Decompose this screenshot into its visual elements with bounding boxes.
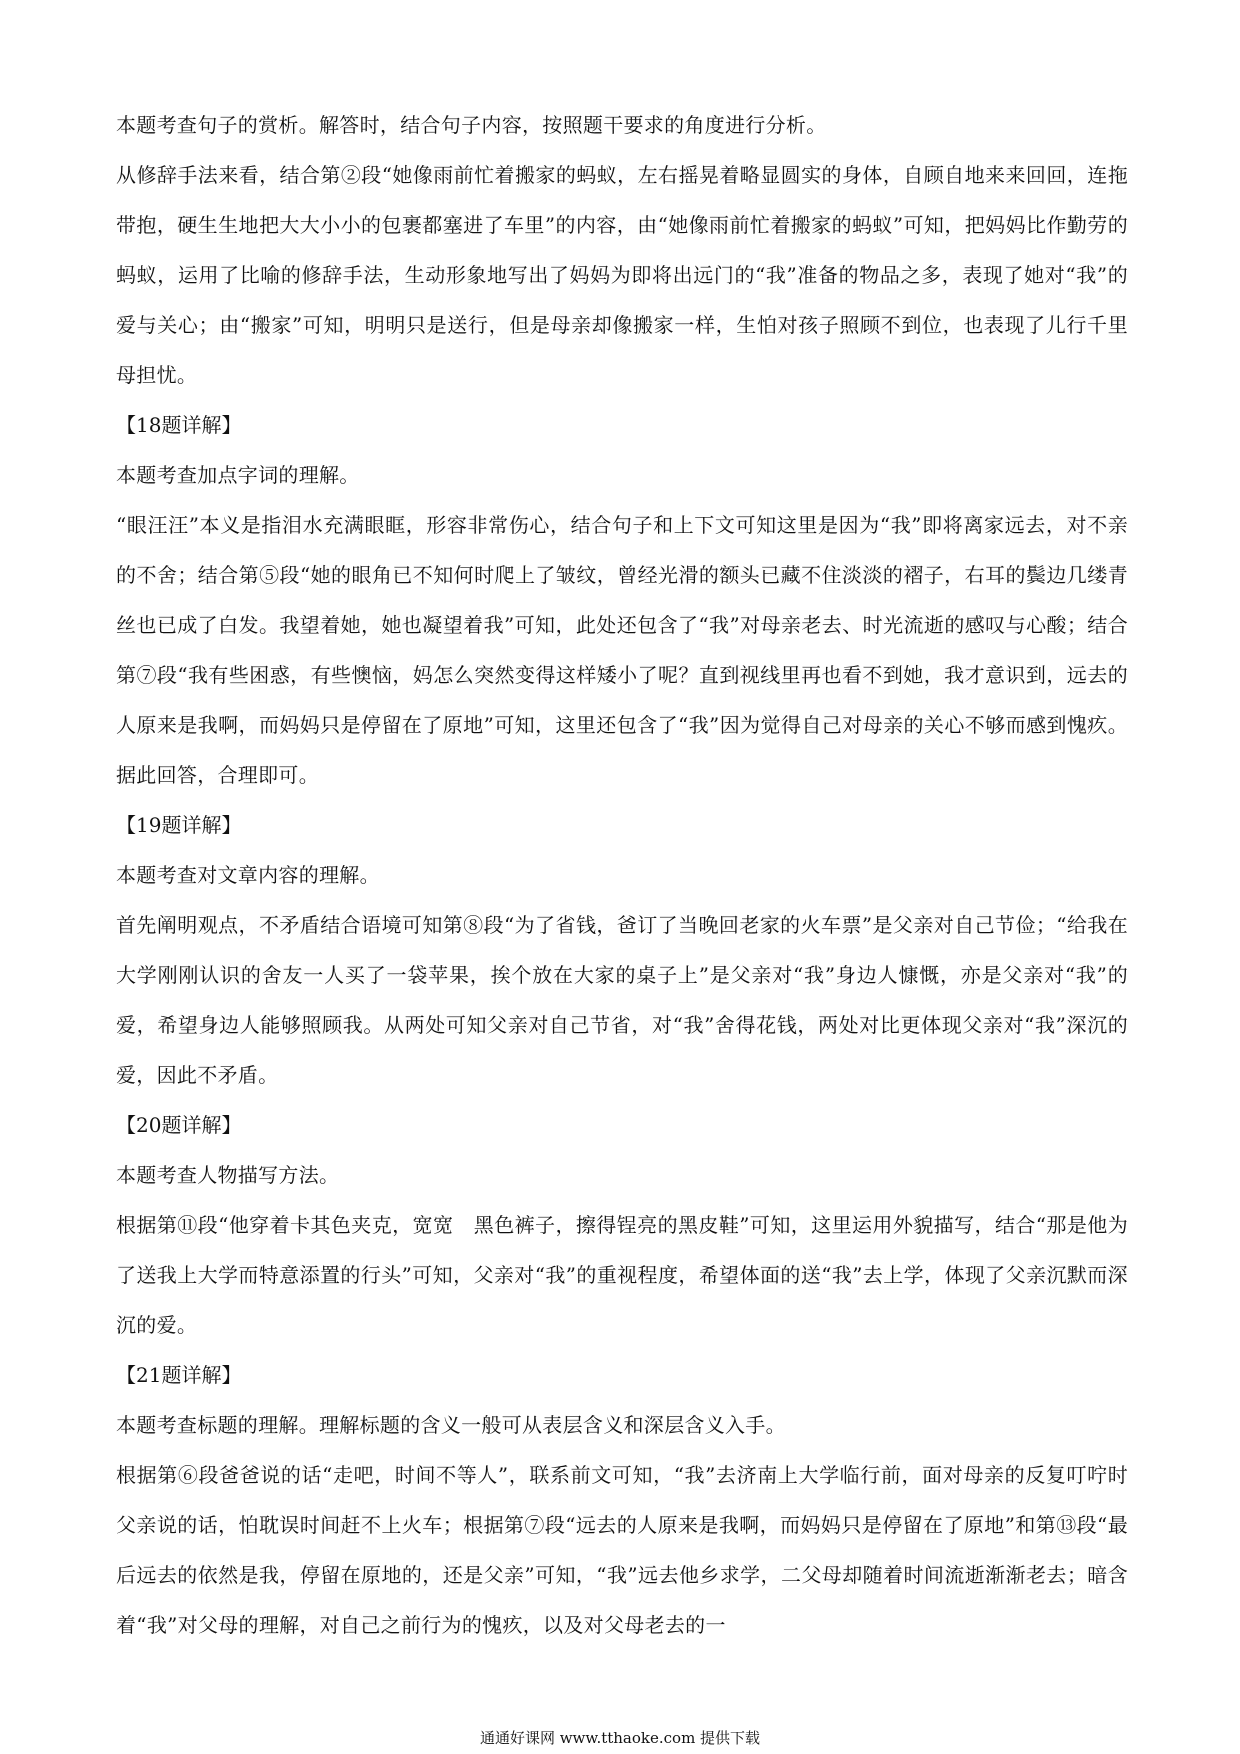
paragraph-21-topic: 本题考查标题的理解。理解标题的含义一般可从表层含义和深层含义入手。 <box>116 1413 786 1437</box>
paragraph-17-analysis: 从修辞手法来看，结合第②段“她像雨前忙着搬家的蚂蚁，左右摇晃着略显圆实的身体，自顾自地来来回回，连拖带抱，硬生生地把大大小小的包裹都塞进了车里”的内容，由“她像雨前忙着搬家的蚂蚁”可知，把妈妈比作勤劳的蚂蚁，运用了比喻的修辞手法，生动形象地写出了妈妈为即将出远门的“我”准备的物品之多，表现了她对“我”的爱与关心；由“搬家”可知，明明只是送行，但是母亲却像搬家一样，生怕对孩子照顾不到位，也表现了儿行千里母担忧。 <box>116 163 1128 387</box>
paragraph-21-analysis: 根据第⑥段爸爸说的话“走吧，时间不等人”，联系前文可知，“我”去济南上大学临行前，面对母亲的反复叮咛时父亲说的话，怕耽误时间赶不上火车；根据第⑦段“远去的人原来是我啊，而妈妈只是停留在了原地”和第⑬段“最后远去的依然是我，停留在原地的，还是父亲”可知，“我”远去他乡求学，二父母却随着时间流逝渐渐老去；暗含着“我”对父母的理解，对自己之前行为的愧疚，以及对父母老去的一 <box>116 1463 1128 1637</box>
page-footer: 通通好课网 www.tthaoke.com 提供下载 <box>479 1729 761 1747</box>
heading-18: 【18题详解】 <box>116 413 242 437</box>
heading-21: 【21题详解】 <box>116 1363 242 1387</box>
heading-20: 【20题详解】 <box>116 1113 242 1137</box>
document-body <box>116 100 1128 1650</box>
paragraph-18-analysis: “眼汪汪”本义是指泪水充满眼眶，形容非常伤心，结合句子和上下文可知这里是因为“我”即将离家远去，对不亲的不舍；结合第⑤段“她的眼角已不知何时爬上了皱纹，曾经光滑的额头已藏不住淡淡的褶子，右耳的鬓边几缕青丝也已成了白发。我望着她，她也凝望着我”可知，此处还包含了“我”对母亲老去、时光流逝的感叹与心酸；结合第⑦段“我有些困惑，有些懊恼，妈怎么突然变得这样矮小了呢？直到视线里再也看不到她，我才意识到，远去的人原来是我啊，而妈妈只是停留在了原地”可知，这里还包含了“我”因为觉得自己对母亲的关心不够而感到愧疚。据此回答，合理即可。 <box>116 513 1128 787</box>
paragraph-20-topic: 本题考查人物描写方法。 <box>116 1163 340 1187</box>
heading-19: 【19题详解】 <box>116 813 242 837</box>
paragraph-19-topic: 本题考查对文章内容的理解。 <box>116 863 380 887</box>
paragraph-18-topic: 本题考查加点字词的理解。 <box>116 463 360 487</box>
paragraph-20-analysis: 根据第⑪段“他穿着卡其色夹克，宽宽 黑色裤子，擦得锃亮的黑皮鞋”可知，这里运用外貌描写，结合“那是他为了送我上大学而特意添置的行头”可知，父亲对“我”的重视程度，希望体面的送“我”去上学，体现了父亲沉默而深沉的爱。 <box>116 1213 1128 1337</box>
paragraph-19-analysis: 首先阐明观点，不矛盾结合语境可知第⑧段“为了省钱，爸订了当晚回老家的火车票”是父亲对自己节俭；“给我在大学刚刚认识的舍友一人买了一袋苹果，挨个放在大家的桌子上”是父亲对“我”身边人慷慨，亦是父亲对“我”的爱，希望身边人能够照顾我。从两处可知父亲对自己节省，对“我”舍得花钱，两处对比更体现父亲对“我”深沉的爱，因此不矛盾。 <box>116 913 1128 1087</box>
paragraph-intro: 本题考查句子的赏析。解答时，结合句子内容，按照题干要求的角度进行分析。 <box>116 113 827 137</box>
